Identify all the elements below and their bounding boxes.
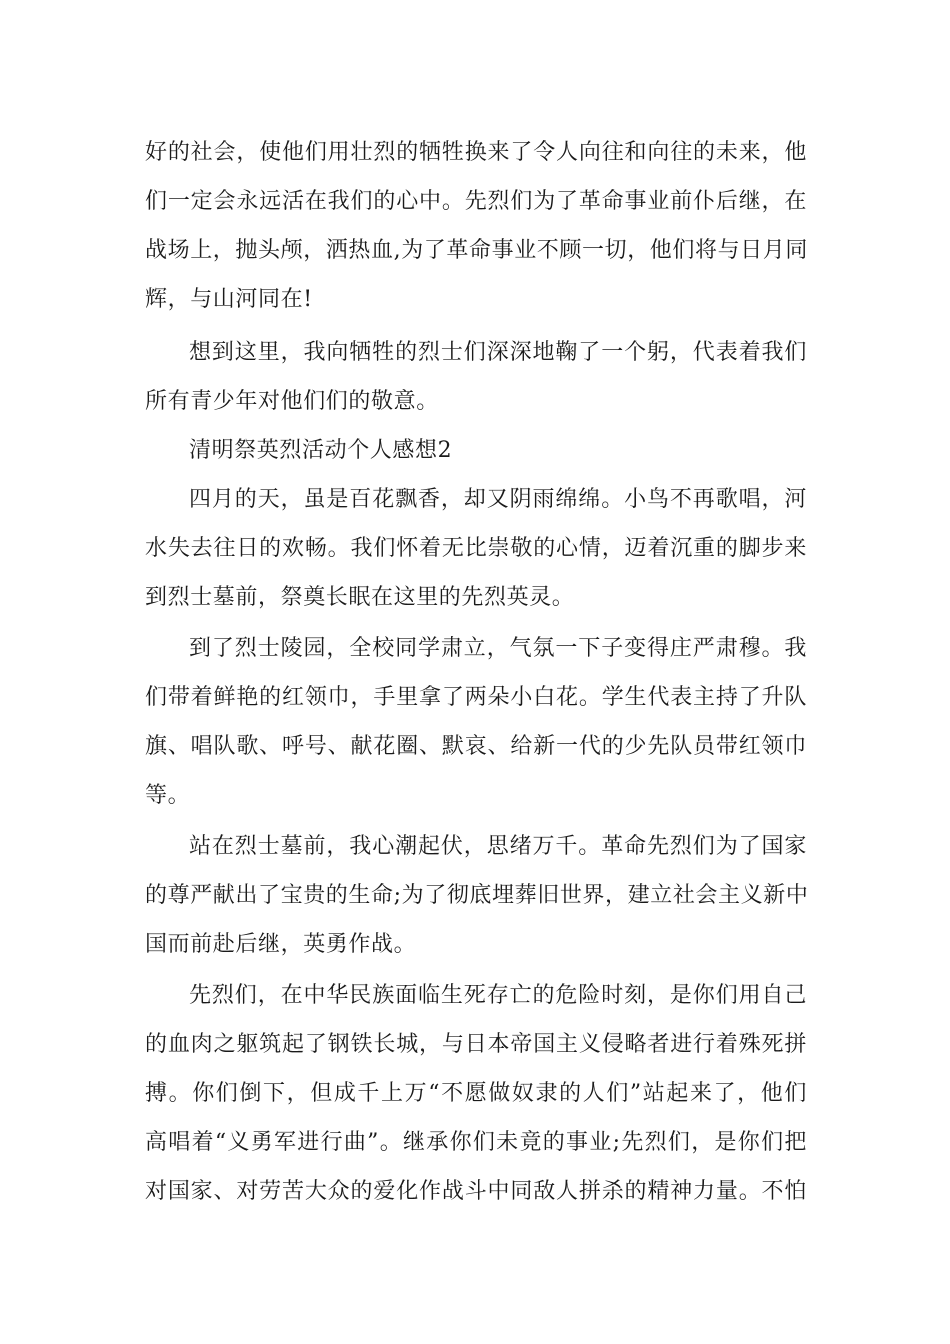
text-line: 所有青少年对他们们的敬意。 (145, 389, 439, 414)
text-line: 站在烈士墓前，我心潮起伏，思绪万千。革命先烈们为了国家 (189, 834, 807, 859)
text-line: 们一定会永远活在我们的心中。先烈们为了革命事业前仆后继，在 (145, 189, 807, 214)
text-line: 战场上，抛头颅，洒热血,为了革命事业不顾一切，他们将与日月同 (145, 238, 808, 263)
text-line: 旗、唱队歌、呼号、献花圈、默哀、给新一代的少先队员带红领巾 (145, 734, 807, 759)
text-line: 们带着鲜艳的红领巾，手里拿了两朵小白花。学生代表主持了升队 (145, 685, 807, 710)
text-line: 到了烈士陵园，全校同学肃立，气氛一下子变得庄严肃穆。我 (189, 636, 807, 661)
text-line: 的尊严献出了宝贵的生命;为了彻底埋葬旧世界，建立社会主义新中 (145, 883, 809, 908)
section-heading (145, 426, 807, 475)
text-line: 对国家、对劳苦大众的爱化作战斗中同敌人拼杀的精神力量。不怕 (145, 1179, 807, 1204)
paragraph-standing (145, 822, 807, 969)
text-line: 先烈们，在中华民族面临生死存亡的危险时刻，是你们用自己 (189, 983, 807, 1008)
text-line: 搏。你们倒下，但成千上万“不愿做奴隶的人们”站起来了，他们 (145, 1081, 807, 1106)
heading-text: 清明祭英烈活动个人感想2 (189, 438, 453, 463)
text-line: 国而前赴后继，英勇作战。 (145, 932, 417, 957)
text-line: 到烈士墓前，祭奠长眠在这里的先烈英灵。 (145, 585, 575, 610)
paragraph-continuation (145, 128, 807, 324)
text-line: 辉，与山河同在! (145, 287, 313, 312)
paragraph-april (145, 475, 807, 622)
text-line: 的血肉之躯筑起了钢铁长城，与日本帝国主义侵略者进行着殊死拼 (145, 1032, 807, 1057)
text-line: 想到这里，我向牺牲的烈士们深深地鞠了一个躬，代表着我们 (189, 340, 807, 365)
text-line: 水失去往日的欢畅。我们怀着无比崇敬的心情，迈着沉重的脚步来 (145, 536, 807, 561)
paragraph-cemetery (145, 624, 807, 820)
text-line: 高唱着“义勇军进行曲”。继承你们未竟的事业;先烈们，是你们把 (145, 1130, 807, 1155)
paragraph-martyrs (145, 971, 807, 1216)
text-line: 等。 (145, 783, 191, 808)
text-line: 四月的天，虽是百花飘香，却又阴雨绵绵。小鸟不再歌唱，河 (189, 487, 807, 512)
paragraph-tribute (145, 328, 807, 426)
text-line: 好的社会，使他们用壮烈的牺牲换来了令人向往和向往的未来，他 (145, 140, 807, 165)
